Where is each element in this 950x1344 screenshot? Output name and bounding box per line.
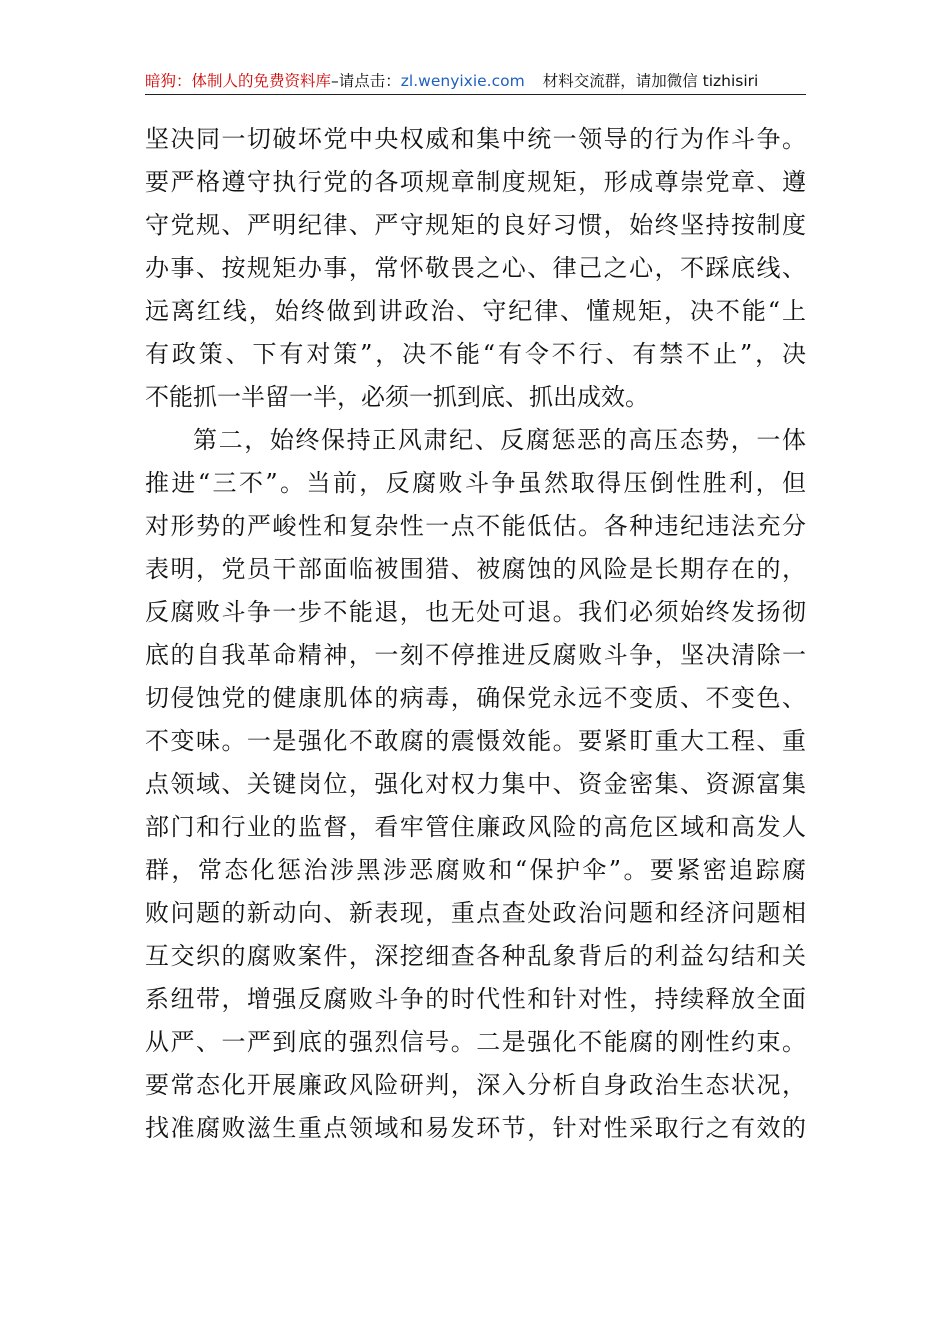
text-line: 要严格遵守执行党的各项规章制度规矩，形成尊崇党章、遵 [145, 168, 806, 196]
text-line: 对形势的严峻性和复杂性一点不能低估。各种违纪违法充分 [145, 512, 806, 540]
text-line: 互交织的腐败案件，深挖细查各种乱象背后的利益勾结和关 [145, 942, 806, 970]
text-line: 坚决同一切破坏党中央权威和集中统一领导的行为作斗争。 [145, 125, 806, 153]
text-line: 切侵蚀党的健康肌体的病毒，确保党永远不变质、不变色、 [145, 684, 806, 712]
text-line: 有政策、下有对策”，决不能“有令不行、有禁不止”，决 [145, 340, 806, 368]
text-line: 底的自我革命精神，一刻不停推进反腐败斗争，坚决清除一 [145, 641, 806, 669]
text-line: 找准腐败滋生重点领域和易发环节，针对性采取行之有效的 [145, 1114, 806, 1142]
text-line: 不能抓一半留一半，必须一抓到底、抓出成效。 [145, 383, 649, 411]
page-header [145, 68, 806, 95]
header-url-link[interactable]: zl.wenyixie.com [400, 72, 525, 90]
text-line: 要常态化开展廉政风险研判，深入分析自身政治生态状况， [145, 1071, 806, 1099]
document-body [145, 118, 806, 1193]
text-line [145, 1150, 806, 1193]
text-line: 表明，党员干部面临被围猎、被腐蚀的风险是长期存在的， [145, 555, 806, 583]
text-line: 推进“三不”。当前，反腐败斗争虽然取得压倒性胜利，但 [145, 469, 806, 497]
text-line: 系纽带，增强反腐败斗争的时代性和针对性，持续释放全面 [145, 985, 806, 1013]
header-prompt: –请点击： [331, 72, 401, 90]
text-line: 点领域、关键岗位，强化对权力集中、资金密集、资源富集 [145, 770, 806, 798]
text-line: 部门和行业的监督，看牢管住廉政风险的高危区域和高发人 [145, 813, 806, 841]
text-line: 守党规、严明纪律、严守规矩的良好习惯，始终坚持按制度 [145, 211, 806, 239]
text-line: 群，常态化惩治涉黑涉恶腐败和“保护伞”。要紧密追踪腐 [145, 856, 806, 884]
header-site-name: 暗狗：体制人的免费资料库 [145, 72, 332, 90]
text-line: 远离红线，始终做到讲政治、守纪律、懂规矩，决不能“上 [145, 297, 806, 325]
text-line: 不变味。一是强化不敢腐的震慑效能。要紧盯重大工程、重 [145, 727, 806, 755]
text-line: 反腐败斗争一步不能退，也无处可退。我们必须始终发扬彻 [145, 598, 806, 626]
paragraph-first-line: 第二，始终保持正风肃纪、反腐惩恶的高压态势，一体 [193, 426, 806, 454]
text-line: 从严、一严到底的强烈信号。二是强化不能腐的刚性约束。 [145, 1028, 806, 1056]
text-line: 办事、按规矩办事，常怀敬畏之心、律己之心，不踩底线、 [145, 254, 806, 282]
header-contact: 材料交流群，请加微信 tizhisiri [542, 72, 759, 90]
text-line: 败问题的新动向、新表现，重点查处政治问题和经济问题相 [145, 899, 806, 927]
